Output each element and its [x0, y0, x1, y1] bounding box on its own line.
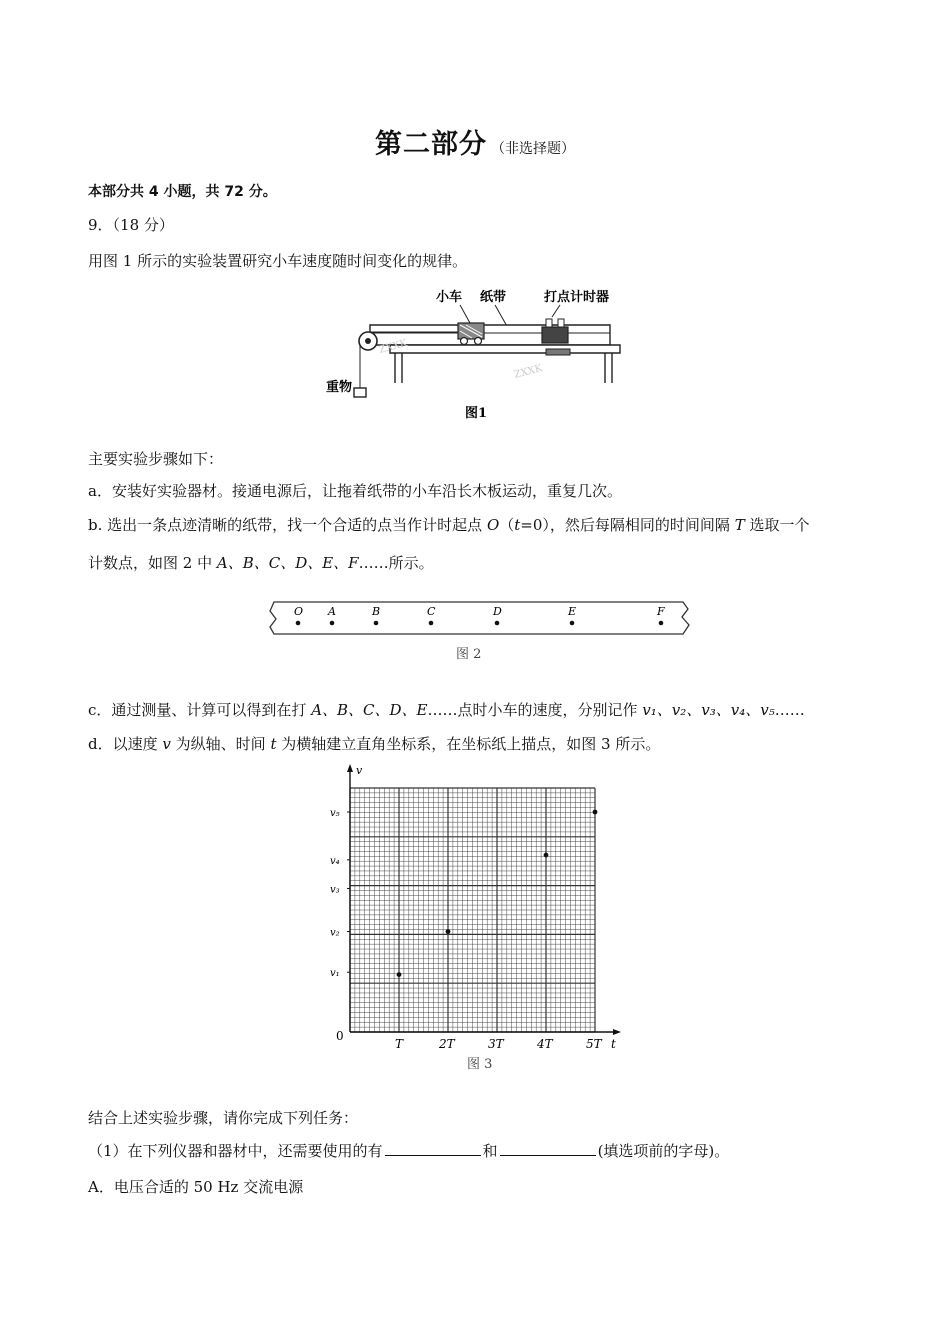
svg-text:ZXXK: ZXXK — [377, 337, 409, 356]
step-b-t: t — [514, 516, 521, 534]
question-number: 9．（18 分） — [88, 216, 174, 234]
tape-point-O — [296, 621, 301, 626]
tape-point-D — [495, 621, 500, 626]
y-tick-2: v₂ — [330, 927, 340, 939]
step-b-line1 — [88, 515, 810, 535]
tape-point-E — [570, 621, 575, 626]
data-point-2 — [446, 929, 451, 934]
y-axis-label: v — [356, 764, 363, 777]
origin-label: 0 — [336, 1029, 344, 1043]
label-timer: 打点计时器 — [544, 290, 610, 305]
step-a: a．安装好实验器材。接通电源后，让拖着纸带的小车沿长木板运动，重复几次。 — [88, 482, 622, 500]
tape-point-F — [659, 621, 664, 626]
task-1-suffix: (填选项前的字母)。 — [597, 1142, 730, 1160]
tape-point-C — [429, 621, 434, 626]
label-weight: 重物 — [326, 380, 353, 395]
step-b-point: O — [486, 516, 500, 534]
figure-1-caption: 图1 — [465, 406, 488, 421]
step-b-prefix: b. 选出一条点迹清晰的纸带，找一个合适的点当作计时起点 — [88, 516, 483, 534]
figure-2-tape — [268, 598, 693, 666]
step-d — [88, 734, 660, 754]
x-tick-5T: 5T — [586, 1037, 602, 1051]
question-stem: 用图 1 所示的实验装置研究小车速度随时间变化的规律。 — [88, 252, 468, 270]
step-c-prefix: c．通过测量、计算可以得到在打 — [88, 701, 307, 719]
tape-point-A — [330, 621, 335, 626]
task-1-and: 和 — [482, 1142, 498, 1160]
x-axis-label: t — [611, 1037, 616, 1051]
answer-blank-2[interactable] — [500, 1141, 596, 1156]
y-tick-3: v₃ — [330, 884, 340, 896]
step-b-suffix: 选取一个 — [749, 516, 810, 534]
task-1-prefix: （1）在下列仪器和器材中，还需要使用的有 — [88, 1142, 383, 1160]
x-tick-4T: 4T — [537, 1037, 553, 1051]
step-b-line2-suffix: ……所示。 — [358, 554, 434, 572]
label-tape: 纸带 — [480, 290, 507, 305]
step-b-mid: ，然后每隔相同的时间间隔 — [549, 516, 730, 534]
svg-text:ZXXK: ZXXK — [512, 362, 544, 381]
step-c — [88, 700, 805, 720]
step-d-prefix: d．以速度 — [88, 735, 158, 753]
tape-point-B — [374, 621, 379, 626]
tape-label-E: E — [568, 605, 577, 618]
section-title-sub: （非选择题） — [491, 141, 575, 157]
y-tick-5: v₅ — [330, 808, 340, 819]
tape-label-C: C — [427, 605, 436, 618]
option-a: A．电压合适的 50 Hz 交流电源 — [88, 1178, 304, 1196]
tape-label-F: F — [657, 605, 665, 618]
step-c-points: A、B、C、D、E — [311, 701, 428, 719]
x-tick-2T: 2T — [439, 1037, 455, 1051]
step-d-suffix: 为横轴建立直角坐标系，在坐标纸上描点，如图 3 所示。 — [281, 735, 661, 753]
y-axis-arrow — [347, 764, 353, 772]
section-intro: 本部分共 4 小题，共 72 分。 — [88, 184, 277, 200]
tasks-heading: 结合上述实验步骤，请你完成下列任务： — [88, 1109, 359, 1127]
step-b-eq: =0） — [520, 516, 550, 534]
step-c-vars: v₁、v₂、v₃、v₄、v₅ — [642, 701, 775, 719]
step-c-mid: ……点时小车的速度，分别记作 — [427, 701, 638, 719]
section-title-main: 第二部分 — [375, 129, 487, 160]
step-b-paren: （ — [499, 516, 515, 534]
step-c-suffix: …… — [774, 701, 805, 719]
step-d-v: v — [162, 735, 171, 753]
answer-blank-1[interactable] — [385, 1141, 481, 1156]
y-tick-4: v₄ — [330, 855, 340, 867]
tape-label-O: O — [294, 605, 304, 618]
x-tick-T: T — [395, 1037, 404, 1051]
step-b-line2-prefix: 计数点，如图 2 中 — [88, 554, 213, 572]
figure-3-vt-chart — [325, 760, 635, 1080]
section-title — [0, 122, 950, 161]
data-point-4 — [593, 810, 598, 815]
figure-3-caption: 图 3 — [467, 1057, 493, 1072]
steps-heading: 主要实验步骤如下： — [88, 450, 224, 468]
tape-label-D: D — [493, 605, 502, 618]
x-axis-arrow — [613, 1029, 621, 1035]
tape-label-B: B — [372, 605, 381, 618]
figure-1-apparatus — [320, 283, 630, 423]
data-point-3 — [544, 853, 549, 858]
step-b-T: T — [734, 516, 745, 534]
label-cart: 小车 — [436, 290, 463, 305]
x-tick-3T: 3T — [488, 1037, 504, 1051]
y-tick-1: v₁ — [330, 968, 340, 980]
tape-label-A: A — [328, 605, 336, 618]
data-point-1 — [397, 972, 402, 977]
figure-2-caption: 图 2 — [456, 647, 482, 662]
task-1 — [88, 1141, 729, 1161]
step-d-t: t — [270, 735, 277, 753]
step-b-line2 — [88, 553, 434, 573]
step-b-line2-points: A、B、C、D、E、F — [216, 554, 359, 572]
step-d-mid: 为纵轴、时间 — [175, 735, 266, 753]
